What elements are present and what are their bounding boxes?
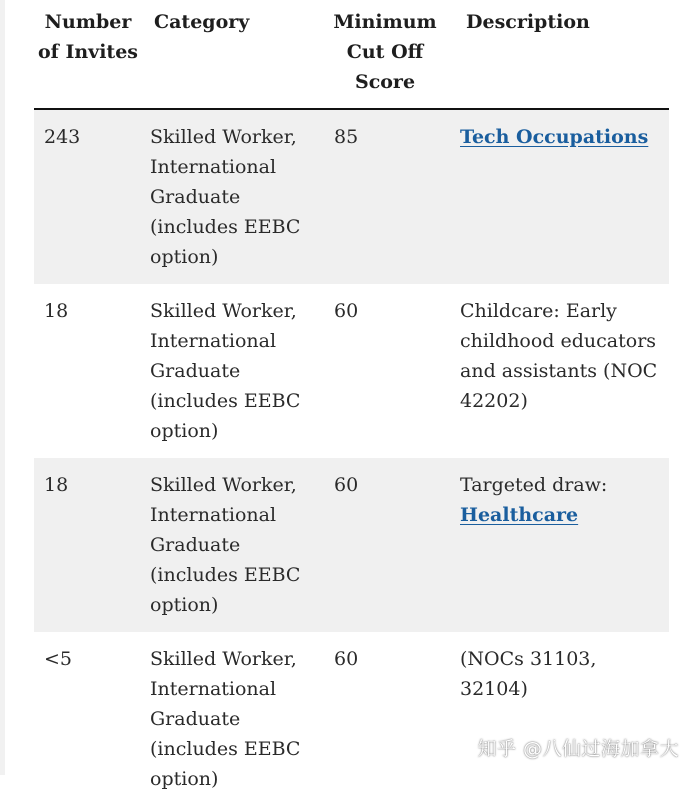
invitations-table <box>34 0 669 806</box>
invites-cell: 243 <box>34 109 142 284</box>
description-cell <box>448 458 669 632</box>
table-header-row <box>34 0 669 109</box>
description-text: (NOCs 31103, 32104) <box>460 648 597 700</box>
description-cell <box>448 632 669 806</box>
score-cell: 60 <box>334 648 359 670</box>
header-minimum-cut-off-score: Minimum Cut Off Score <box>322 0 448 109</box>
table-row <box>34 109 669 284</box>
description-cell <box>448 109 669 284</box>
score-cell: 60 <box>334 300 359 322</box>
category-cell: Skilled Worker, International Graduate (includes EEBC option) <box>150 648 301 790</box>
header-description: Description <box>448 0 669 109</box>
healthcare-link[interactable]: Healthcare <box>460 504 579 526</box>
score-cell: 85 <box>322 109 448 284</box>
description-text: Childcare: Early childhood educators and assistants (NOC 42202) <box>460 300 658 412</box>
category-cell: Skilled Worker, International Graduate (includes EEBC option) <box>142 458 322 632</box>
table-row <box>34 458 669 632</box>
zhihu-watermark: 知乎 @八仙过海加拿大 <box>477 738 679 760</box>
score-cell: 60 <box>322 458 448 632</box>
invites-cell: <5 <box>44 648 73 670</box>
tech-occupations-link[interactable]: Tech Occupations <box>460 126 649 148</box>
table-row <box>34 284 669 458</box>
description-text: Targeted draw: <box>460 474 608 496</box>
category-cell: Skilled Worker, International Graduate (includes EEBC option) <box>150 300 301 442</box>
invites-cell: 18 <box>44 300 69 322</box>
invites-cell: 18 <box>34 458 142 632</box>
table-row <box>34 632 669 806</box>
header-category: Category <box>142 0 322 109</box>
header-number-of-invites: Number of Invites <box>34 0 142 109</box>
category-cell: Skilled Worker, International Graduate (includes EEBC option) <box>142 109 322 284</box>
description-cell <box>448 284 669 458</box>
